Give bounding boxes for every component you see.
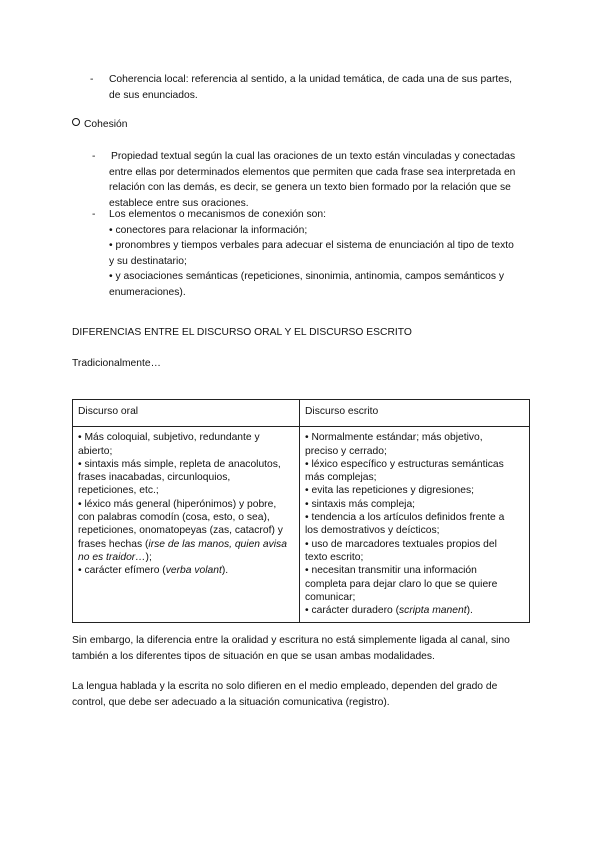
text-line: • Normalmente estándar; más objetivo, (305, 432, 483, 444)
list-dash: - (90, 74, 94, 85)
text-line: Propiedad textual según la cual las oraciones de un texto están vinculadas y conectadas (111, 151, 516, 162)
text-line: los demostrativos y deícticos; (305, 525, 440, 537)
table-header-escrito: Discurso escrito (300, 400, 530, 427)
text-line: • tendencia a los artículos definidos frente a (305, 512, 505, 524)
cohesion-definition (109, 149, 554, 211)
text-line: completa para dejar claro lo que se quiere (305, 578, 498, 590)
text-line: Los elementos o mecanismos de conexión son: (109, 209, 326, 220)
paragraph-canal (72, 633, 542, 664)
italic-fragment: verba volant (165, 565, 222, 577)
text-line: control, que debe ser adecuado a la situación comunicativa (registro). (72, 696, 390, 708)
text-line: repeticiones, etc.; (78, 485, 159, 497)
cohesion-mechanisms (109, 207, 554, 300)
text-line: establece entre sus oraciones. (109, 197, 249, 209)
cohesion-heading (72, 117, 128, 133)
italic-fragment: no es traidor… (78, 551, 146, 563)
table-row (73, 427, 530, 623)
text-line: frases inacabadas, circunloquios, (78, 472, 231, 484)
text-fragment: ). (221, 565, 229, 577)
escrito-cell (300, 427, 530, 623)
text-line: • uso de marcadores textuales propios del (305, 538, 497, 550)
text-line: • léxico más general (hiperónimos) y pobre, (78, 498, 277, 510)
text-line: también a los diferentes tipos de situación en que se usan ambas modalidades. (72, 650, 435, 662)
text-line: Coherencia local: referencia al sentido, a la unidad temática, de cada una de sus partes, (109, 74, 512, 85)
text-line: • Más coloquial, subjetivo, redundante y (78, 432, 260, 444)
list-dash: - (92, 151, 96, 162)
text-line: • pronombres y tiempos verbales para adecuar el sistema de enunciación al tipo de texto (109, 240, 514, 251)
text-line: preciso y cerrado; (305, 445, 387, 457)
text-fragment: frases hechas ( (78, 538, 149, 550)
table-header-row (73, 400, 530, 427)
text-line: Sin embargo, la diferencia entre la oralidad y escritura no está simplemente ligada al canal, sino (72, 635, 510, 646)
intro-text: Tradicionalmente… (72, 358, 161, 369)
coherence-bullet (109, 72, 549, 103)
text-line: abierto; (78, 445, 113, 457)
text-fragment: ). (466, 605, 473, 617)
text-line: repeticiones, onomatopeyas (zas, catacrof) y (78, 525, 283, 537)
text-line: • sintaxis más compleja; (305, 498, 416, 510)
text-fragment: • carácter efímero ( (78, 565, 166, 577)
text-line: enumeraciones). (109, 286, 186, 298)
text-line: con palabras comodín (cosa, esto, o sea), (78, 512, 270, 524)
text-line (78, 551, 294, 564)
text-line: texto escrito; (305, 551, 364, 563)
text-line: • léxico específico y estructuras semánticas (305, 458, 504, 470)
text-fragment: • carácter duradero ( (305, 605, 400, 617)
oral-cell (73, 427, 300, 623)
text-line (78, 538, 294, 551)
section-title: DIFERENCIAS ENTRE EL DISCURSO ORAL Y EL DISCURSO ESCRITO (72, 327, 412, 338)
cohesion-heading-text: Cohesión (84, 119, 128, 130)
italic-fragment: scripta manent (399, 605, 467, 617)
text-line (305, 604, 524, 617)
text-line: y su destinatario; (109, 255, 187, 267)
text-line: más complejas; (305, 472, 377, 484)
text-fragment: ); (145, 551, 152, 563)
text-line: de sus enunciados. (109, 89, 198, 101)
italic-fragment: irse de las manos, quien avisa (148, 538, 287, 550)
text-line: entre ellas por determinados elementos que permiten que cada frase sea interpretada en (109, 166, 516, 178)
circle-bullet-icon (72, 118, 80, 126)
text-line: • sintaxis más simple, repleta de anacolutos, (78, 458, 281, 470)
text-line: comunicar; (305, 591, 356, 603)
list-dash: - (92, 209, 96, 220)
text-line: La lengua hablada y la escrita no solo difieren en el medio empleado, dependen del grado de (72, 681, 498, 692)
text-line: • evita las repeticiones y digresiones; (305, 485, 475, 497)
text-line: • y asociaciones semánticas (repeticiones, sinonimia, antinomia, campos semánticos y (109, 271, 505, 282)
text-line: relación con las demás, es decir, se genera un texto bien formado por la relación que se (109, 182, 511, 193)
text-line: • conectores para relacionar la información; (109, 224, 308, 236)
comparison-table (72, 399, 530, 623)
text-line (78, 564, 294, 577)
table-header-oral: Discurso oral (73, 400, 300, 427)
paragraph-registro (72, 679, 542, 710)
text-line: • necesitan transmitir una información (305, 565, 477, 577)
